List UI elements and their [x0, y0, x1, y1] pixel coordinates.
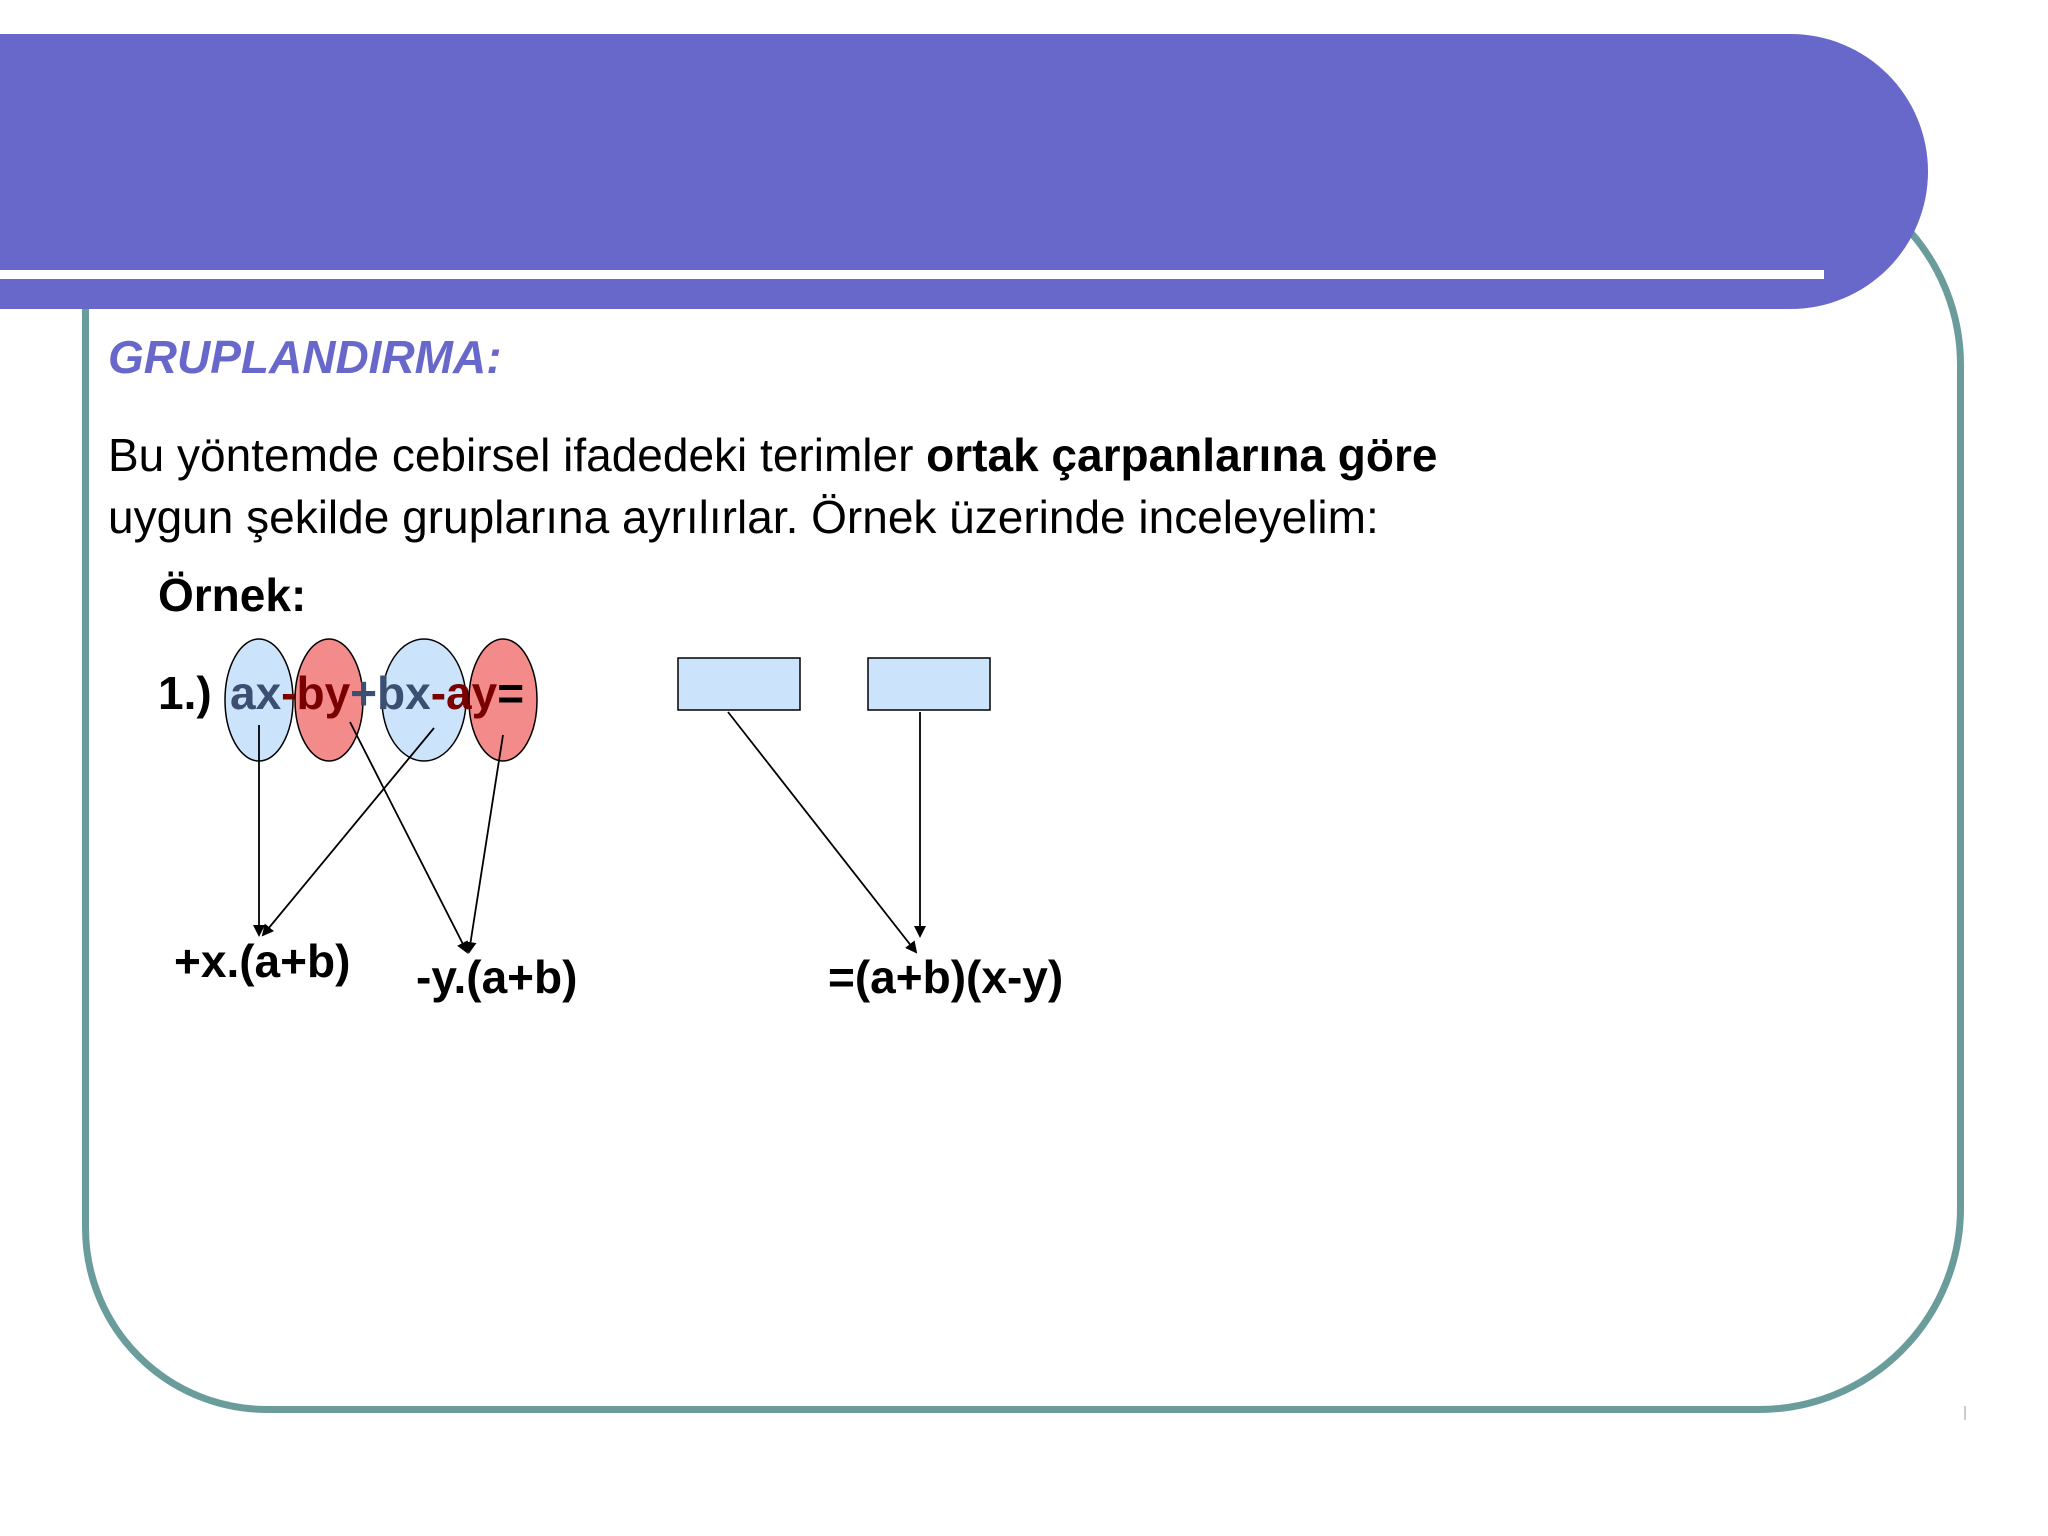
intro-line-2: uygun şekilde gruplarına ayrılırlar. Örnek üzerinde inceleyelim: [108, 491, 1379, 543]
term-ax: ax [230, 667, 282, 719]
result-x-group: +x.(a+b) [174, 935, 351, 987]
intro-line-1-bold: ortak çarpanlarına göre [926, 429, 1438, 481]
equation-number: 1.) [158, 667, 212, 719]
term-bx: +bx [350, 667, 431, 719]
blank-box-1 [678, 658, 800, 710]
intro-line-1-text: Bu yöntemde cebirsel ifadedeki terimler [108, 429, 927, 481]
term-ay: -ay [430, 667, 498, 719]
arrow-box1-to-result [728, 712, 916, 952]
section-heading: GRUPLANDIRMA: [108, 331, 502, 383]
result-final: =(a+b)(x-y) [828, 951, 1064, 1003]
example-label: Örnek: [158, 569, 307, 621]
blank-box-2 [868, 658, 990, 710]
arrow-bx-to-x [263, 728, 434, 935]
equals-sign: = [497, 667, 525, 719]
arrow-ay-to-y [469, 735, 503, 952]
term-by: -by [281, 667, 351, 719]
expression [230, 666, 524, 720]
result-y-group: -y.(a+b) [416, 951, 578, 1003]
